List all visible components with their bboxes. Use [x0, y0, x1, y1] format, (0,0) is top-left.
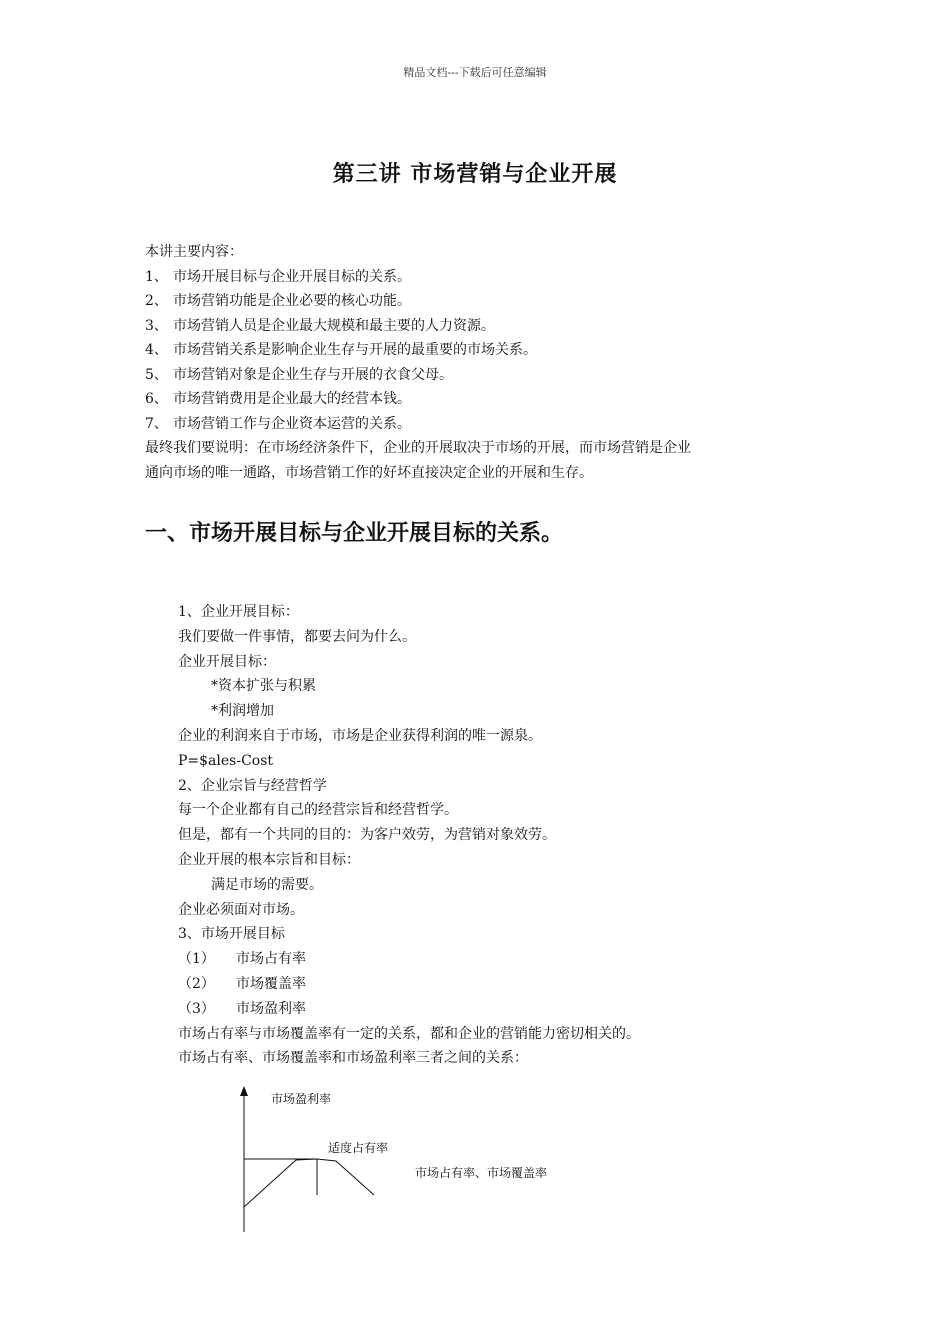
x-axis-label: 市场占有率、市场覆盖率	[415, 1166, 548, 1180]
list-item: 7、 市场营销工作与企业资本运营的关系。	[145, 415, 411, 432]
profit-curve	[244, 1159, 374, 1207]
body-line: 企业必须面对市场。	[178, 901, 304, 918]
list-item: 4、 市场营销关系是影响企业生存与开展的最重要的市场关系。	[145, 342, 537, 358]
profit-relationship-chart	[200, 1078, 620, 1248]
section-heading: 一、市场开展目标与企业开展目标的关系。	[145, 521, 564, 546]
body-line: 但是，都有一个共同的目的：为客户效劳，为营销对象效劳。	[178, 827, 556, 844]
bullet-line: *资本扩张与积累	[211, 678, 316, 695]
formula-line: P=$ales-Cost	[178, 752, 274, 769]
body-line: 企业开展的根本宗旨和目标：	[178, 851, 360, 868]
body-line: 企业开展目标：	[178, 653, 276, 670]
body-line: 企业的利润来自于市场，市场是企业获得利润的唯一源泉。	[178, 727, 542, 744]
page-title: 第三讲 市场营销与企业开展	[332, 162, 618, 187]
list-item: 1、 市场开展目标与企业开展目标的关系。	[145, 268, 411, 285]
body-line: 市场占有率、市场覆盖率和市场盈利率三者之间的关系：	[178, 1050, 528, 1067]
section-body	[178, 600, 818, 1071]
numbered-line: （2） 市场覆盖率	[178, 975, 306, 992]
body-line: 3、市场开展目标	[178, 926, 285, 943]
numbered-line: （1） 市场占有率	[178, 951, 306, 968]
y-axis-arrow-icon	[240, 1086, 248, 1096]
intro-section	[145, 240, 815, 485]
numbered-line: （3） 市场盈利率	[178, 1000, 306, 1017]
y-axis-label: 市场盈利率	[271, 1092, 332, 1106]
body-line: 2、企业宗旨与经营哲学	[178, 777, 327, 794]
intro-heading: 本讲主要内容：	[145, 244, 243, 260]
optimal-share-annotation: 适度占有率	[328, 1141, 389, 1155]
body-line: 我们要做一件事情，都要去问为什么。	[178, 628, 416, 645]
list-item: 2、 市场营销功能是企业必要的核心功能。	[145, 293, 411, 309]
body-line: 每一个企业都有自己的经营宗旨和经营哲学。	[178, 802, 458, 819]
bullet-line: *利润增加	[211, 703, 274, 720]
page-header: 精品文档---下载后可任意编辑	[403, 66, 547, 79]
conclusion-line: 最终我们要说明：在市场经济条件下，企业的开展取决于市场的开展，而市场营销是企业	[145, 440, 691, 456]
body-line: 1、企业开展目标：	[178, 604, 299, 620]
list-item: 5、 市场营销对象是企业生存与开展的衣食父母。	[145, 366, 453, 383]
conclusion-line: 通向市场的唯一通路，市场营销工作的好坏直接决定企业的开展和生存。	[145, 464, 593, 481]
list-item: 3、 市场营销人员是企业最大规模和最主要的人力资源。	[145, 317, 495, 334]
body-line: 满足市场的需要。	[211, 876, 323, 893]
body-line: 市场占有率与市场覆盖率有一定的关系，都和企业的营销能力密切相关的。	[178, 1025, 640, 1042]
list-item: 6、 市场营销费用是企业最大的经营本钱。	[145, 391, 411, 407]
